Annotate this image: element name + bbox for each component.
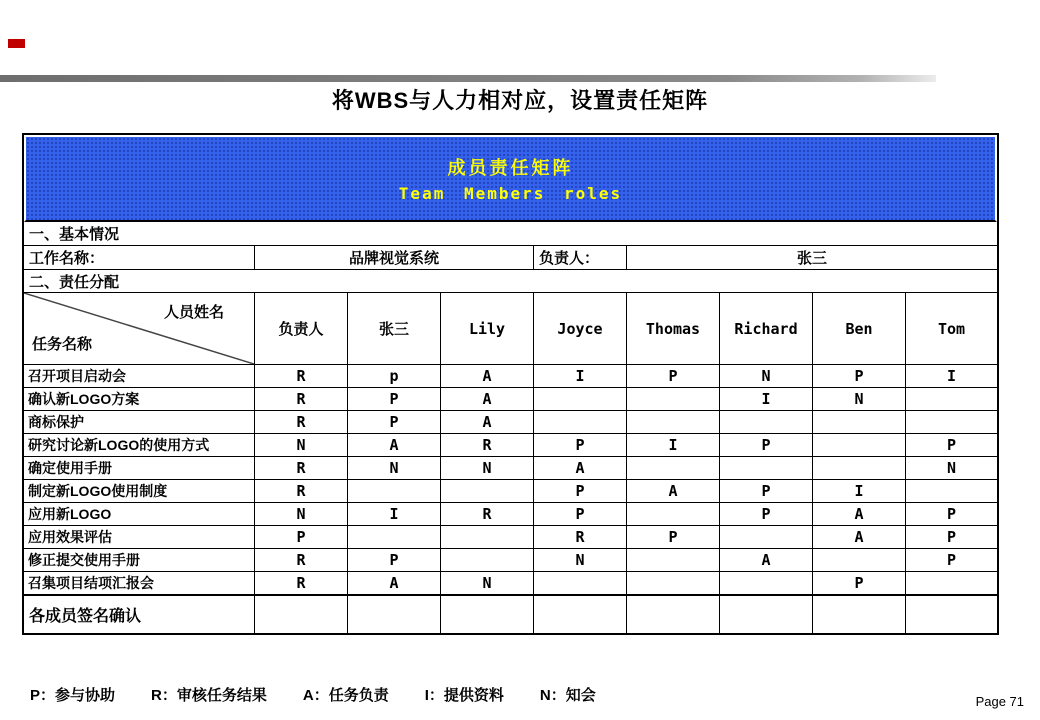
column-header: Ben (813, 293, 906, 364)
signature-cell (813, 596, 906, 633)
role-assignment-cell (534, 572, 627, 594)
role-assignment-cell: R (534, 526, 627, 548)
matrix-row (24, 457, 997, 480)
role-assignment-cell: A (441, 411, 534, 433)
role-assignment-cell: R (255, 572, 348, 594)
signature-cell (906, 596, 997, 633)
role-assignment-cell: P (534, 480, 627, 502)
column-header: Lily (441, 293, 534, 364)
role-assignment-cell: I (348, 503, 441, 525)
role-assignment-cell: N (720, 365, 813, 387)
corner-label-people: 人员姓名 (163, 304, 224, 321)
legend (30, 684, 596, 705)
role-assignment-cell (720, 411, 813, 433)
role-assignment-cell: A (441, 388, 534, 410)
work-name-value: 品牌视觉系统 (255, 246, 534, 269)
legend-item: R：审核任务结果 (151, 687, 267, 704)
role-assignment-cell: I (946, 367, 957, 385)
role-assignment-cell: A (348, 572, 441, 594)
matrix-body (24, 365, 997, 595)
matrix-row (24, 572, 997, 595)
role-assignment-cell: P (720, 480, 813, 502)
table-title-en: Team Members roles (398, 184, 623, 203)
matrix-row (24, 503, 997, 526)
role-assignment-cell: A (441, 365, 534, 387)
task-name-cell: 确定使用手册 (24, 457, 255, 479)
role-assignment-cell: P (627, 365, 720, 387)
matrix-row (24, 411, 997, 434)
role-assignment-cell (534, 388, 627, 410)
table-title-cn: 成员责任矩阵 (447, 158, 574, 178)
corner-label-task: 任务名称 (32, 336, 93, 353)
task-name-cell: 应用新LOGO (24, 503, 255, 525)
role-assignment-cell: R (255, 411, 348, 433)
role-assignment-cell: P (255, 526, 348, 548)
role-assignment-cell (534, 411, 627, 433)
task-name-cell: 召开项目启动会 (24, 365, 255, 387)
role-assignment-cell: P (348, 549, 441, 571)
role-assignment-cell: I (720, 388, 813, 410)
column-header: Joyce (534, 293, 627, 364)
role-assignment-cell: R (255, 457, 348, 479)
role-assignment-cell (813, 457, 906, 479)
role-assignment-cell (813, 411, 906, 433)
role-assignment-cell: N (255, 503, 348, 525)
role-assignment-cell (906, 411, 997, 433)
task-name-cell: 确认新LOGO方案 (24, 388, 255, 410)
divider-bar (0, 75, 936, 82)
role-assignment-cell: I (627, 434, 720, 456)
slide-title: 将WBS与人力相对应，设置责任矩阵 (331, 88, 709, 113)
role-assignment-cell: A (627, 480, 720, 502)
task-name-cell: 制定新LOGO使用制度 (24, 480, 255, 502)
column-header: 负责人 (255, 293, 348, 364)
role-assignment-cell: P (813, 365, 906, 387)
role-assignment-cell: A (348, 434, 441, 456)
role-assignment-cell: N (348, 457, 441, 479)
work-name-label: 工作名称： (24, 246, 255, 269)
role-assignment-cell: N (441, 572, 534, 594)
matrix-row (24, 526, 997, 549)
column-header: 张三 (348, 293, 441, 364)
role-assignment-cell: N (813, 388, 906, 410)
role-assignment-cell: P (720, 503, 813, 525)
role-assignment-cell: p (348, 365, 441, 387)
matrix-header-row (24, 293, 997, 365)
role-assignment-cell: P (946, 551, 957, 569)
task-name-cell: 召集项目结项汇报会 (24, 572, 255, 594)
role-assignment-cell: R (255, 365, 348, 387)
section-responsibility: 二、责任分配 (24, 270, 997, 293)
role-assignment-cell (441, 480, 534, 502)
matrix-row (24, 388, 997, 411)
role-assignment-cell: R (441, 434, 534, 456)
signature-cell (255, 596, 348, 633)
legend-item: N：知会 (539, 687, 596, 704)
role-assignment-cell (813, 434, 906, 456)
column-header: Tom (937, 319, 966, 338)
role-assignment-cell (627, 411, 720, 433)
responsibility-matrix-table (22, 133, 999, 635)
role-assignment-cell: P (348, 411, 441, 433)
role-assignment-cell (441, 549, 534, 571)
role-assignment-cell (627, 572, 720, 594)
role-assignment-cell (906, 572, 997, 594)
task-name-cell: 研究讨论新LOGO的使用方式 (24, 434, 255, 456)
signature-cell (720, 596, 813, 633)
role-assignment-cell (348, 480, 441, 502)
role-assignment-cell (627, 388, 720, 410)
matrix-row (24, 480, 997, 503)
role-assignment-cell: P (720, 434, 813, 456)
role-assignment-cell: P (534, 434, 627, 456)
signature-cell (627, 596, 720, 633)
role-assignment-cell (720, 457, 813, 479)
role-assignment-cell (720, 572, 813, 594)
role-assignment-cell (627, 503, 720, 525)
role-assignment-cell: R (441, 503, 534, 525)
role-assignment-cell: N (534, 549, 627, 571)
matrix-row (24, 365, 997, 388)
role-assignment-cell: A (813, 503, 906, 525)
matrix-row (24, 434, 997, 457)
task-name-cell: 应用效果评估 (24, 526, 255, 548)
role-assignment-cell: I (813, 480, 906, 502)
legend-item: A：任务负责 (302, 687, 389, 704)
red-accent-mark (8, 39, 25, 48)
legend-item: P：参与协助 (30, 687, 116, 704)
legend-item: I：提供资料 (424, 687, 504, 704)
role-assignment-cell: P (946, 436, 957, 454)
role-assignment-cell: I (534, 365, 627, 387)
corner-header-cell (24, 293, 255, 364)
role-assignment-cell: N (946, 459, 957, 477)
role-assignment-cell (906, 388, 997, 410)
column-header: Richard (720, 293, 813, 364)
role-assignment-cell (627, 457, 720, 479)
role-assignment-cell: R (255, 388, 348, 410)
table-title-banner (24, 135, 997, 222)
role-assignment-cell (906, 480, 997, 502)
role-assignment-cell (627, 549, 720, 571)
role-assignment-cell: R (255, 480, 348, 502)
role-assignment-cell (720, 526, 813, 548)
owner-value: 张三 (796, 250, 827, 267)
role-assignment-cell: A (720, 549, 813, 571)
signature-cell (534, 596, 627, 633)
role-assignment-cell: P (813, 572, 906, 594)
signature-cell (441, 596, 534, 633)
role-assignment-cell: P (627, 526, 720, 548)
role-assignment-cell: R (255, 549, 348, 571)
signature-label: 各成员签名确认 (24, 596, 255, 633)
role-assignment-cell (813, 549, 906, 571)
section-basic-info: 一、基本情况 (24, 222, 997, 246)
task-name-cell: 修正提交使用手册 (24, 549, 255, 571)
task-name-cell: 商标保护 (24, 411, 255, 433)
role-assignment-cell: N (441, 457, 534, 479)
signature-cell (348, 596, 441, 633)
role-assignment-cell: N (255, 434, 348, 456)
role-assignment-cell (441, 526, 534, 548)
column-header: Thomas (627, 293, 720, 364)
role-assignment-cell: P (534, 503, 627, 525)
role-assignment-cell: A (534, 457, 627, 479)
owner-label: 负责人： (534, 246, 627, 269)
matrix-row (24, 549, 997, 572)
signature-row (24, 595, 997, 633)
basic-info-row (24, 246, 997, 270)
role-assignment-cell (348, 526, 441, 548)
role-assignment-cell: A (813, 526, 906, 548)
role-assignment-cell: P (348, 388, 441, 410)
page-number: Page 71 (975, 694, 1024, 709)
role-assignment-cell: P (946, 505, 957, 523)
role-assignment-cell: P (946, 528, 957, 546)
